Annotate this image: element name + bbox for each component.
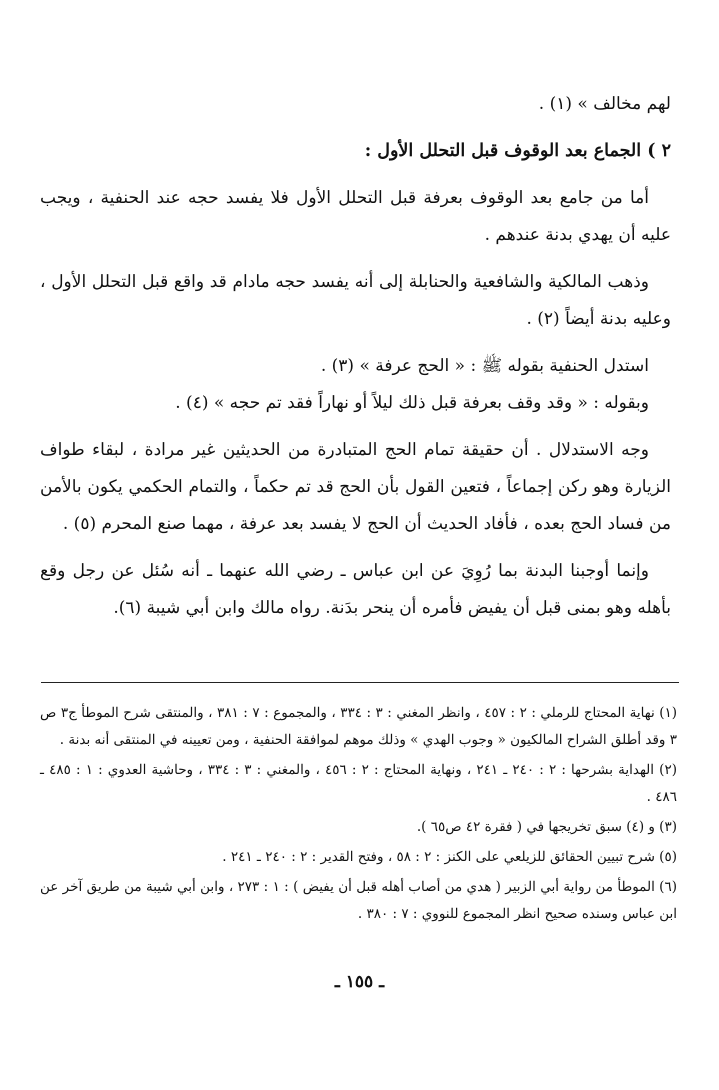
section-heading: ٢ ) الجماع بعد الوقوف قبل التحلل الأول : xyxy=(364,141,671,161)
footnote: (٢) الهداية بشرحها : ٢ : ٢٤٠ ـ ٢٤١ ، ونهاية المحتاج : ٢ : ٤٥٦ ، والمغني : ٣ : ٣٣٤ ، وحاشية العدوي : ١ : ٤٨٥ ـ ٤٨٦ . xyxy=(40,762,677,805)
footnote: (١) نهاية المحتاج للرملي : ٢ : ٤٥٧ ، وانظر المغني : ٣ : ٣٣٤ ، والمجموع : ٧ : ٣٨١ ، والمنتقى شرح الموطأ ج٣ ص ٣ وقد أطلق الشراح المالكيون « وجوب الهدي » وذلك موهم لموافقة الحنفية ، ومن تعيينه في المنتقى أنه بدنة . xyxy=(40,705,678,748)
footnote-separator xyxy=(41,682,679,683)
paragraph-second-hadith: وبقوله : « وقد وقف بعرفة قبل ذلك ليلاً أو نهاراً فقد تم حجه » (٤) . xyxy=(175,393,649,413)
footnote: (٥) شرح تبيين الحقائق للزيلعي على الكنز : ٢ : ٥٨ ، وفتح القدير : ٢ : ٢٤٠ ـ ٢٤١ . xyxy=(222,849,677,865)
page-number: ـ ١٥٥ ـ xyxy=(334,972,385,992)
footnotes xyxy=(40,700,677,931)
paragraph-hanafi-ruling: أما من جامع بعد الوقوف بعرفة قبل التحلل الأول فلا يفسد حجه عند الحنفية ، ويجب عليه أن يهدي بدنة عندهم . xyxy=(40,188,671,245)
paragraph-reasoning: وجه الاستدلال . أن حقيقة تمام الحج المتبادرة من الحديثين غير مرادة ، لبقاء طواف الزيارة وهو ركن إجماعاً ، فتعين القول بأن الحج قد تم حكماً ، والتمام الحكمي يكون بالأمن من فساد الحج بعده ، فأفاد الحديث أن الحج لا يفسد بعد عرفة ، مهما صنع المحرم (٥) . xyxy=(40,440,671,534)
footnote: (٣) و (٤) سبق تخريجها في ( فقرة ٤٢ ص٦٥ ). xyxy=(416,819,677,835)
paragraph-majority-ruling: وذهب المالكية والشافعية والحنابلة إلى أنه يفسد حجه مادام قد واقع قبل التحلل الأول ، وعليه بدنة أيضاً (٢) . xyxy=(40,272,671,329)
paragraph-continuation: لهم مخالف » (١) . xyxy=(538,94,671,114)
paragraph-badana-evidence: وإنما أوجبنا البدنة بما رُوِيَ عن ابن عباس ـ رضي الله عنهما ـ أنه سُئل عن رجل وقع بأهله وهو بمنى قبل أن يفيض فأمره أن ينحر بدَنة. رواه مالك وابن أبي شيبة (٦). xyxy=(40,561,671,618)
main-text xyxy=(40,86,671,627)
paragraph-hanafi-evidence: استدل الحنفية بقوله ﷺ : « الحج عرفة » (٣) . xyxy=(320,356,649,376)
footnote: (٦) الموطأ من رواية أبي الزبير ( هدي من أصاب أهله قبل أن يفيض ) : ١ : ٢٧٣ ، وابن أبي شيبة من طريق آخر عن ابن عباس وسنده صحيح انظر المجموع للنووي : ٧ : ٣٨٠ . xyxy=(40,879,677,922)
